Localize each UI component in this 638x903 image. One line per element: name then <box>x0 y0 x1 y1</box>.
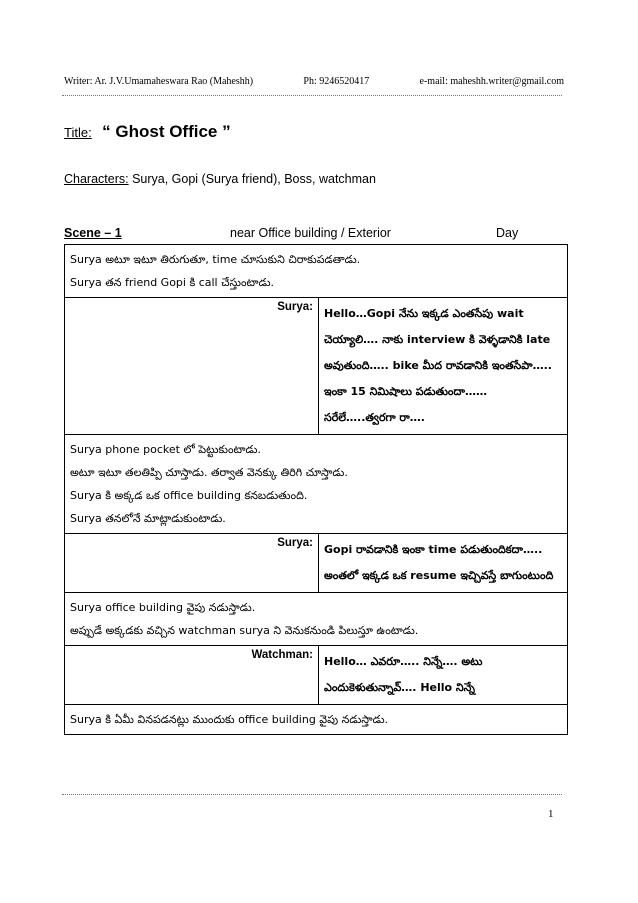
dialogue-text: Hello… ఎవరూ….. నిన్నే…. అటు ఎందుకెళుతున్నావ్…. Hello నిన్నే <box>319 646 568 705</box>
speaker-name: Surya: <box>65 534 319 593</box>
action-block <box>65 245 568 298</box>
characters-list: Surya, Gopi (Surya friend), Boss, watchman <box>128 172 376 186</box>
header-rule <box>62 95 562 96</box>
action-row <box>65 705 568 735</box>
page-number: 1 <box>548 808 554 820</box>
title-label: Title: <box>64 125 92 140</box>
action-row <box>65 245 568 298</box>
action-row <box>65 593 568 646</box>
action-line: Surya అటూ ఇటూ తిరుగుతూ, time చూసుకుని చిరాకుపడతాడు. <box>70 253 361 266</box>
scene-time: Day <box>496 226 519 240</box>
scene-number: Scene – 1 <box>64 226 122 240</box>
action-block <box>65 593 568 646</box>
action-line: Surya కి ఏమీ వినపడనట్లు ముందుకు office building వైపు నడుస్తాడు. <box>70 713 389 726</box>
action-row <box>65 435 568 534</box>
action-block <box>65 705 568 735</box>
action-line: అప్పుడే అక్కడకు వచ్చిన watchman surya ని వెనుకనుండి పిలుస్తూ ఉంటాడు. <box>70 624 419 637</box>
script-title: “ Ghost Office ” <box>102 122 231 141</box>
action-block <box>65 435 568 534</box>
scene-location: near Office building / Exterior <box>230 226 391 240</box>
dialogue-row <box>65 534 568 593</box>
action-line: Surya తన friend Gopi కి call చేస్తుంటాడు. <box>70 276 275 289</box>
characters-label: Characters: <box>64 172 129 186</box>
dialogue-row <box>65 298 568 435</box>
action-line: అటూ ఇటూ తలతిప్పి చూస్తాడు. తర్వాత వెనక్కు తిరిగి చూస్తాడు. <box>70 466 348 479</box>
page-header <box>64 76 564 87</box>
title-row <box>64 122 231 142</box>
action-line: Surya తనలోనే మాట్లాడుకుంటాడు. <box>70 512 226 525</box>
script-table <box>64 244 568 735</box>
action-line: Surya office building వైపు నడుస్తాడు. <box>70 601 256 614</box>
footer-rule <box>62 794 562 795</box>
writer-email: e-mail: maheshh.writer@gmail.com <box>419 76 564 87</box>
characters-line <box>64 172 376 186</box>
action-line: Surya phone pocket లో పెట్టుకుంటాడు. <box>70 443 261 456</box>
writer-credit: Writer: Ar. J.V.Umamaheswara Rao (Maheshh) <box>64 76 254 87</box>
action-line: Surya కి అక్కడ ఒక office building కనబడుతుంది. <box>70 489 308 502</box>
speaker-name: Surya: <box>65 298 319 435</box>
dialogue-text: Hello…Gopi నేను ఇక్కడ ఎంతసేపు wait చెయ్యాలి…. నాకు interview కి వెళ్ళడానికి late అవుతుంది….. bike మీద రావడానికి ఇంతసేపా….. ఇంకా 15 నిమిషాలు పడుతుందా…… సరేలే…..త్వరగా రా…. <box>319 298 568 435</box>
dialogue-row <box>65 646 568 705</box>
speaker-name: Watchman: <box>65 646 319 705</box>
dialogue-text: Gopi రావడానికి ఇంకా time పడుతుందికదా….. అంతలో ఇక్కడ ఒక resume ఇచ్చివస్తే బాగుంటుంది <box>319 534 568 593</box>
writer-phone: Ph: 9246520417 <box>303 76 370 87</box>
